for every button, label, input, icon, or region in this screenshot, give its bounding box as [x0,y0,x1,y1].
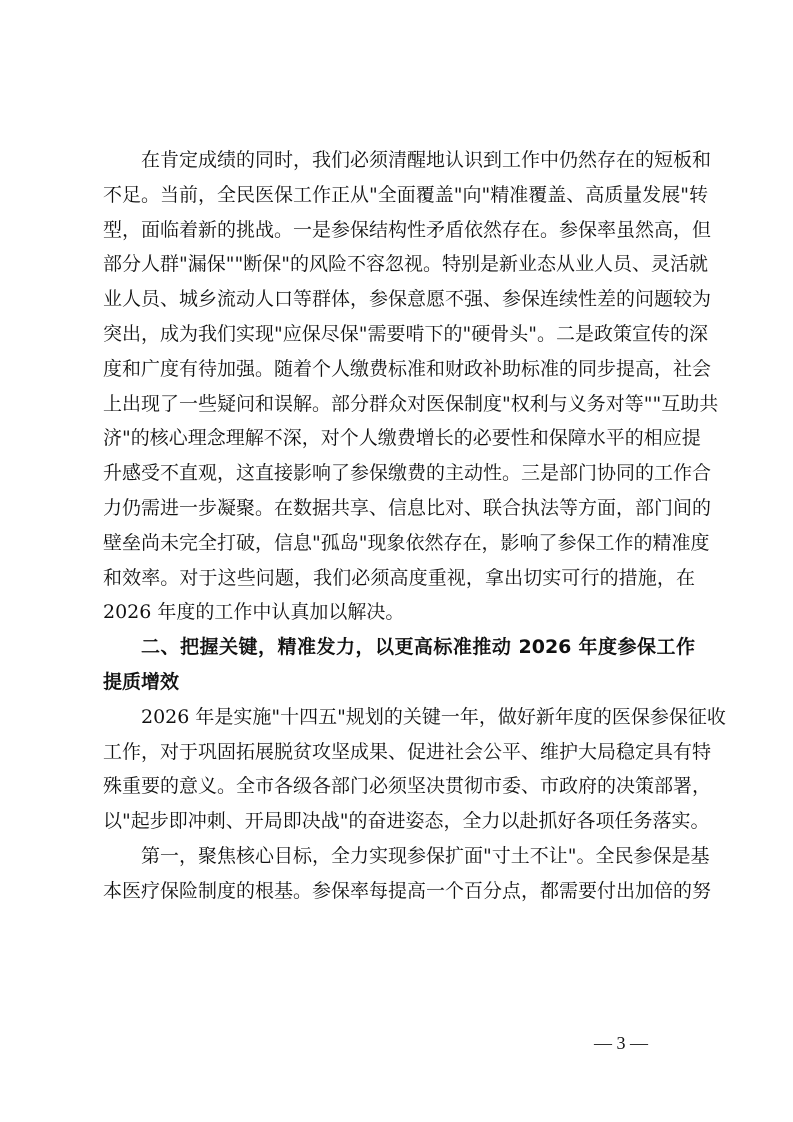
paragraph-line: 殊重要的意义。全市各级各部门必须坚决贯彻市委、市政府的决策部署， [103,775,712,798]
paragraph-line: 突出，成为我们实现"应保尽保"需要啃下的"硬骨头"。二是政策宣传的深 [103,322,708,345]
paragraph-line: 不足。当前，全民医保工作正从"全面覆盖"向"精准覆盖、高质量发展"转 [103,183,708,206]
paragraph-line: 业人员、城乡流动人口等群体，参保意愿不强、参保连续性差的问题较为 [103,288,712,311]
section-heading-line: 二、把握关键，精准发力，以更高标准推动 2026 年度参保工作 [141,636,695,659]
paragraph-line: 在肯定成绩的同时，我们必须清醒地认识到工作中仍然存在的短板和 [141,149,712,171]
paragraph-line: 和效率。对于这些问题，我们必须高度重视，拿出切实可行的措施，在 [103,566,695,589]
paragraph-line: 济"的核心理念理解不深，对个人缴费增长的必要性和保障水平的相应提 [103,427,701,450]
paragraph-line: 壁垒尚未完全打破，信息"孤岛"现象依然存在，影响了参保工作的精准度 [103,531,710,554]
paragraph-line: 升感受不直观，这直接影响了参保缴费的主动性。三是部门协同的工作合 [103,462,712,485]
body-text [103,143,726,909]
paragraph-line: 2026 年度的工作中认真加以解决。 [103,601,405,624]
paragraph-line: 以"起步即冲刺、开局即决战"的奋进姿态，全力以赴抓好各项任务落实。 [103,810,710,833]
paragraph-line: 力仍需进一步凝聚。在数据共享、信息比对、联合执法等方面，部门间的 [103,496,712,519]
paragraph-line: 第一，聚焦核心目标，全力实现参保扩面"寸土不让"。全民参保是基 [141,844,710,867]
paragraph-line: 上出现了一些疑问和误解。部分群众对医保制度"权利与义务对等""互助共 [103,392,719,415]
paragraph-line: 度和广度有待加强。随着个人缴费标准和财政补助标准的同步提高，社会 [103,357,712,380]
section-heading-line: 提质增效 [103,670,180,693]
paragraph-line: 2026 年是实施"十四五"规划的关键一年，做好新年度的医保参保征收 [141,705,726,728]
page-number: — 3 — [594,1033,648,1053]
paragraph-line: 部分人群"漏保""断保"的风险不容忽视。特别是新业态从业人员、灵活就 [103,253,708,276]
paragraph-line: 本医疗保险制度的根基。参保率每提高一个百分点，都需要付出加倍的努 [103,879,712,902]
paragraph-line: 工作，对于巩固拓展脱贫攻坚成果、促进社会公平、维护大局稳定具有特 [103,740,712,763]
paragraph-line: 型，面临着新的挑战。一是参保结构性矛盾依然存在。参保率虽然高，但 [103,218,712,241]
